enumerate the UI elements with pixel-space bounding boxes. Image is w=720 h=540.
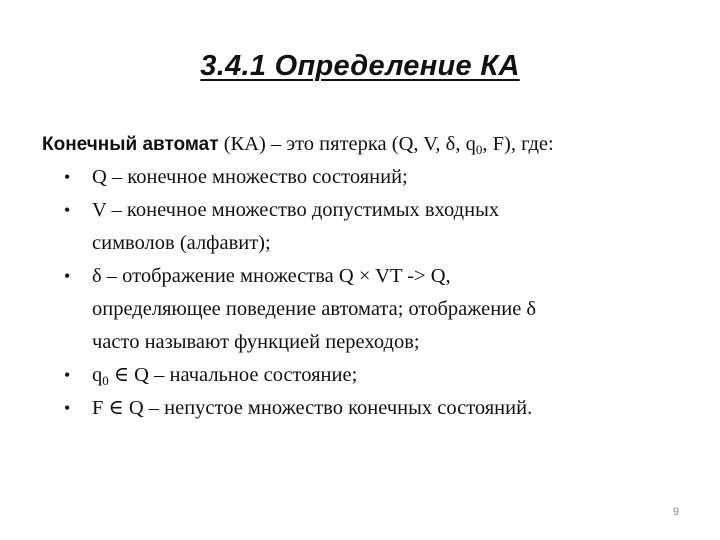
list-item-text-continued: часто называют функцией переходов;	[92, 331, 420, 353]
list-item-states	[42, 161, 702, 194]
definition-list	[42, 161, 702, 425]
intro-text-end: , F), где:	[482, 133, 554, 155]
list-item-text: V – конечное множество допустимых входных	[92, 199, 500, 221]
page-number: 9	[672, 506, 679, 518]
list-item-prefix: q	[92, 364, 103, 386]
list-item-subscript: 0	[102, 373, 109, 388]
intro-subscript: 0	[475, 142, 483, 157]
bullet-icon: •	[64, 365, 71, 385]
list-item-initial-state	[42, 359, 702, 392]
slide-body	[42, 128, 702, 425]
list-item-text-continued: определяющее поведение автомата; отображение δ	[92, 298, 537, 320]
list-item-final-states	[42, 392, 702, 425]
list-item-text-continued: символов (алфавит);	[92, 232, 271, 254]
list-item-text: δ – отображение множества Q × VT -> Q,	[92, 265, 451, 287]
bullet-icon: •	[64, 266, 71, 286]
slide-title-text: 3.4.1 Определение КА	[200, 50, 520, 82]
definition-intro	[42, 128, 702, 161]
list-item-transition	[42, 260, 702, 359]
list-item-text: F ∈ Q – непустое множество конечных состояний.	[92, 397, 533, 419]
list-item-text: Q – конечное множество состояний;	[92, 166, 408, 188]
list-item-text: ∈ Q – начальное состояние;	[108, 364, 358, 386]
slide-title	[0, 50, 720, 83]
bullet-icon: •	[64, 398, 71, 418]
list-item-alphabet	[42, 194, 702, 260]
bullet-icon: •	[64, 167, 71, 187]
intro-text: (КА) – это пятерка (Q, V, δ, q	[218, 133, 476, 155]
defined-term: Конечный автомат	[42, 134, 219, 155]
bullet-icon: •	[64, 200, 71, 220]
